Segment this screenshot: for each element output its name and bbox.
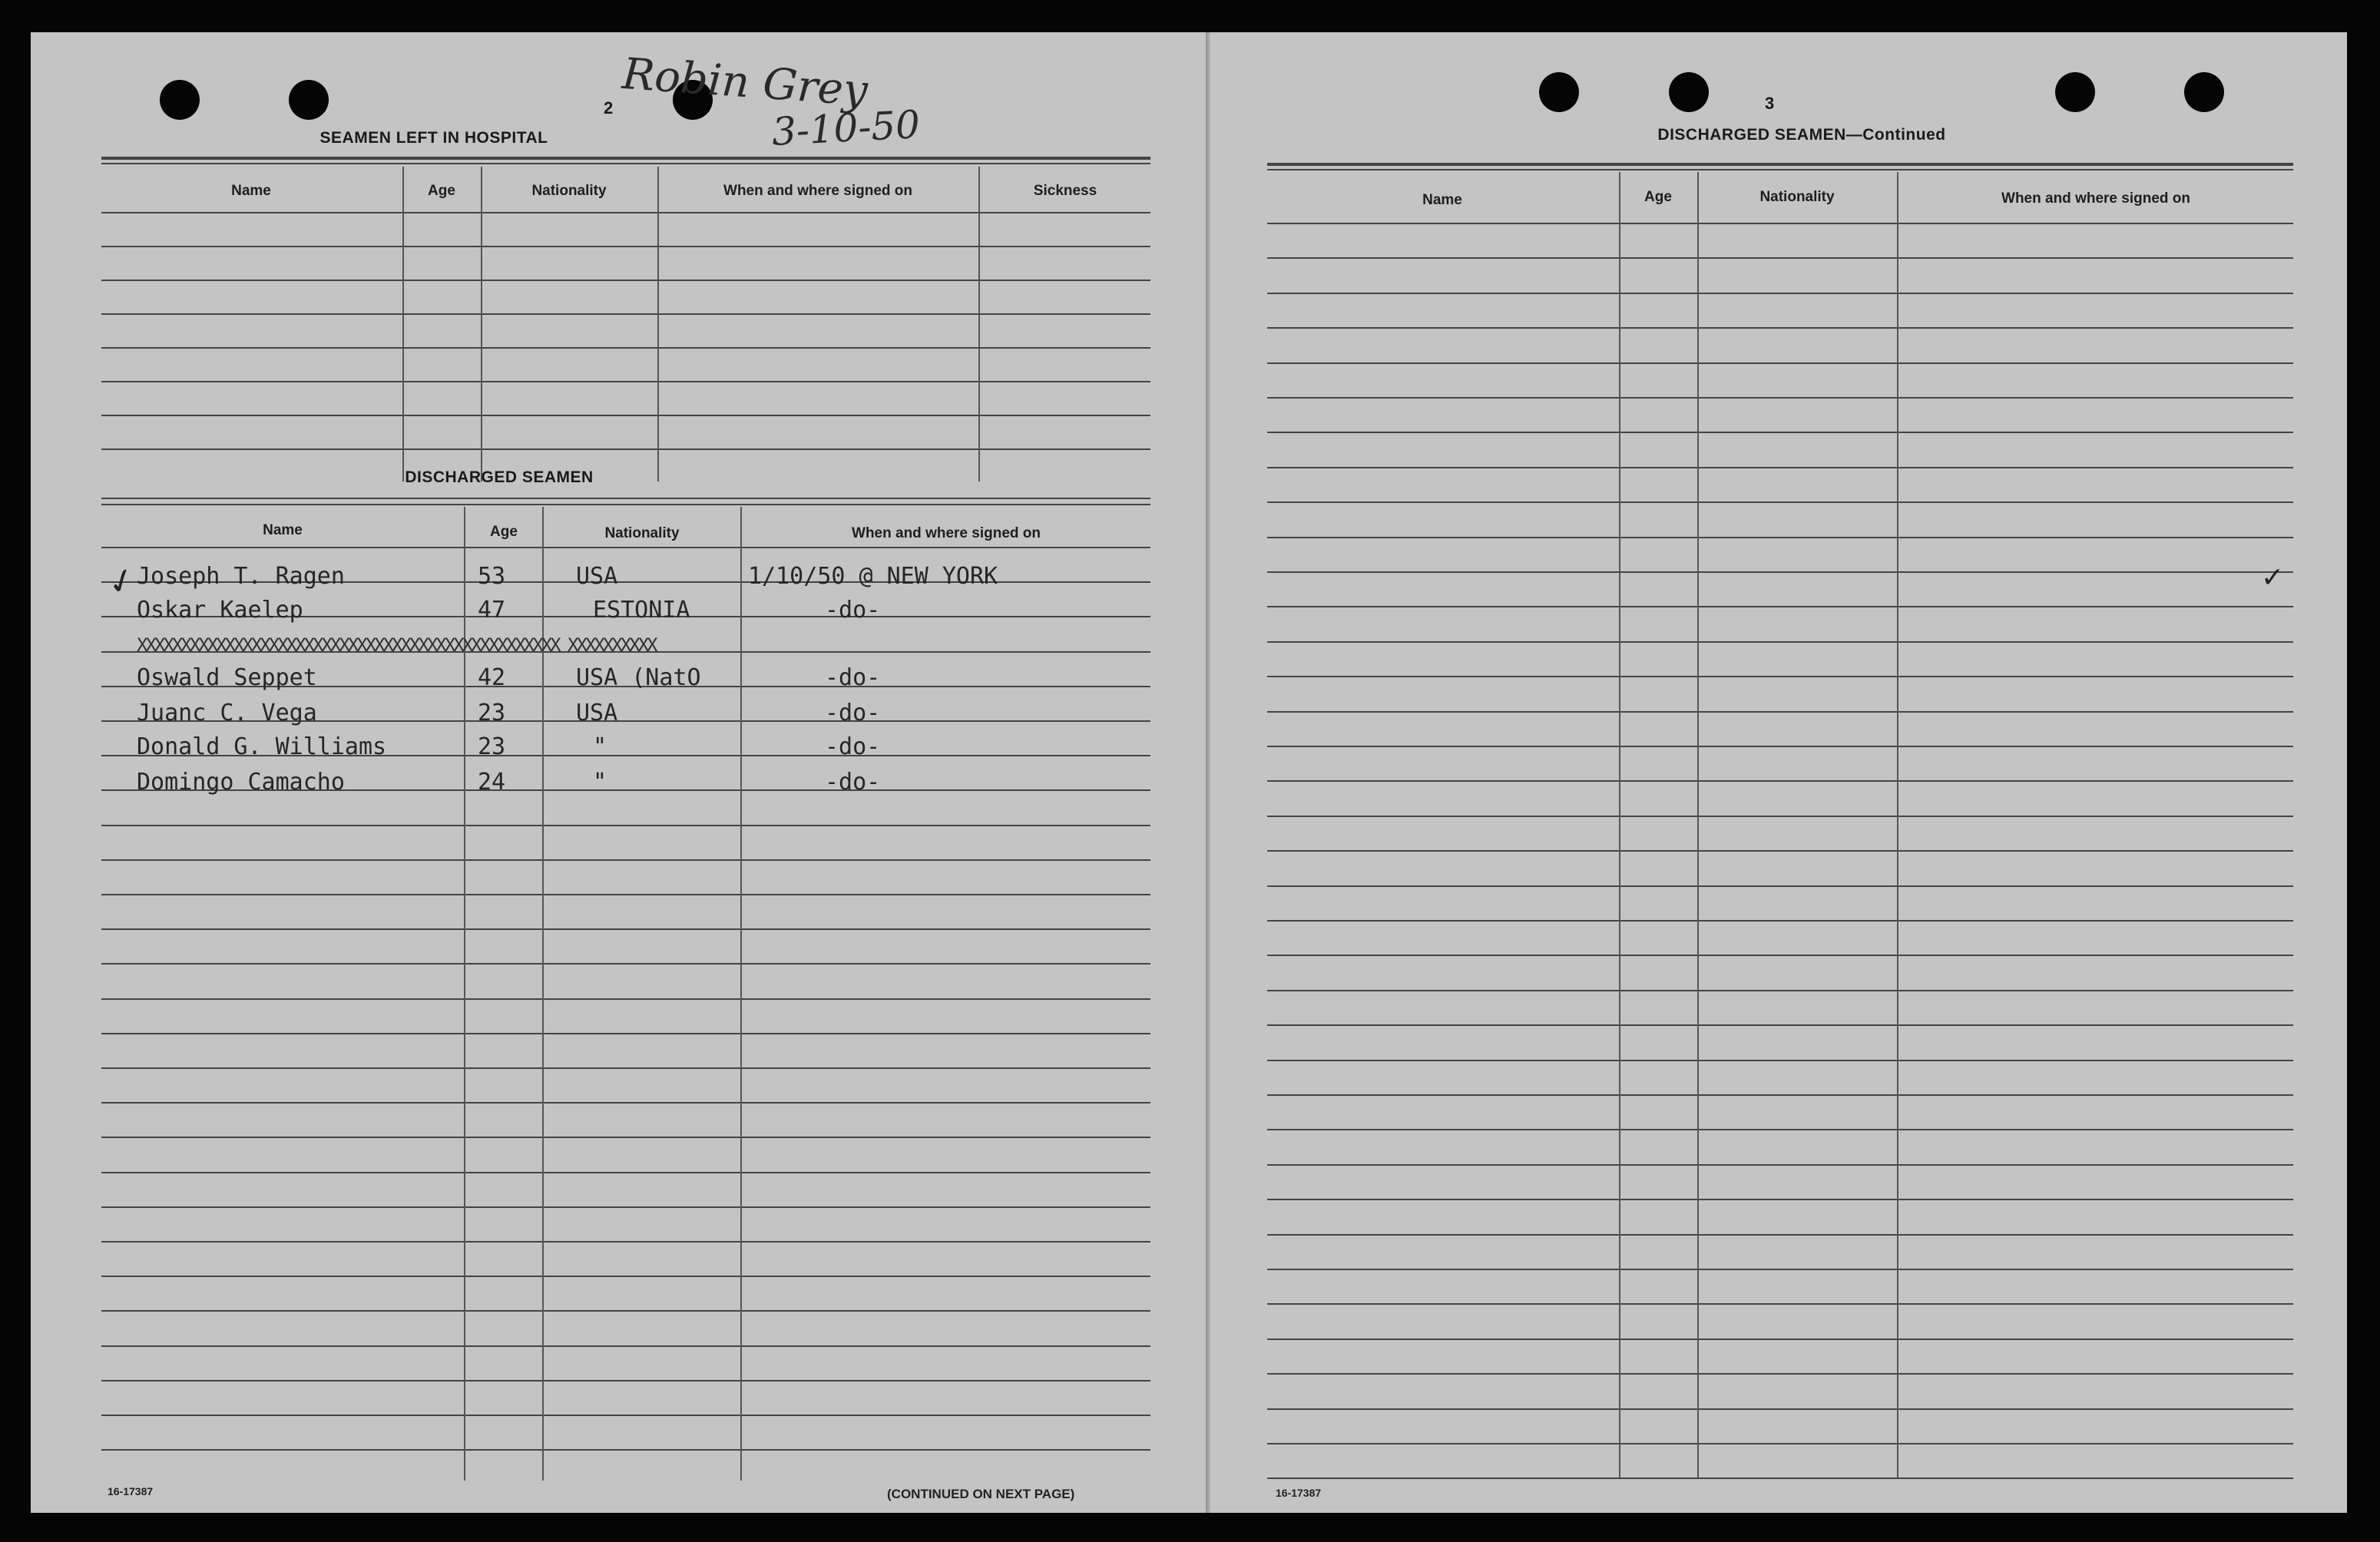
hospital-col-name: Name [231,183,271,199]
discharged-col-name: Name [263,522,303,538]
ruled-line [101,1172,1150,1173]
discharged-col-nationality: Nationality [604,525,680,541]
page-number: 2 [604,98,614,117]
ruled-line [101,1345,1150,1347]
struck-out-entry: XXXXXXXXXXXXXXXXXXXXXXXXXXXXXXXXXXXXXXXXXXXXXXXX XXXXXXXXXX [137,634,656,656]
ruled-line [1267,1408,2293,1410]
ruled-line [1267,1477,2293,1479]
ruled-line [1267,1234,2293,1236]
ruled-line [1267,955,2293,956]
ruled-line [1267,1338,2293,1340]
ruled-line [1267,1024,2293,1026]
discharged-entry-nationality: USA [576,563,618,590]
continued-col-signed-on: When and where signed on [2001,190,2190,207]
ruled-line [101,1415,1150,1416]
hospital-section-title: SEAMEN LEFT IN HOSPITAL [319,129,548,147]
ruled-line [101,1310,1150,1312]
discharged-entry-age: 24 [478,769,506,796]
discharged-entry-name: Joseph T. Ragen [137,563,345,590]
discharged-entry-nationality: " [593,733,607,760]
ruled-line [101,1380,1150,1382]
discharged-entry-signed-on: -do- [825,664,881,691]
ruled-line [101,381,1150,382]
discharged-entry-age: 47 [478,597,506,624]
ruled-line [101,825,1150,826]
handwritten-name: Robin Grey [621,48,869,117]
ruled-line [1267,223,2293,224]
ruled-line [1267,467,2293,468]
discharged-entry-signed-on: 1/10/50 @ NEW YORK [748,563,998,590]
ruled-line [1267,990,2293,991]
left-page [31,32,1206,1513]
ruled-line [1267,1373,2293,1375]
ruled-line [1267,571,2293,573]
discharged-col-signed-on: When and where signed on [852,525,1041,541]
discharged-col-age: Age [490,524,518,540]
discharged-entry-signed-on: -do- [825,597,881,624]
continued-section-title: DISCHARGED SEAMEN—Continued [1657,126,1946,144]
form-code: 16-17387 [1276,1487,1322,1499]
discharged-entry-age: 23 [478,700,506,726]
discharged-entry-signed-on: -do- [825,769,881,796]
ruled-line [101,1067,1150,1069]
punch-hole-icon [2055,72,2095,112]
discharged-entry-nationality: USA (NatO [576,664,701,691]
discharged-entry-age: 23 [478,733,506,760]
ruled-line [1267,711,2293,713]
ruled-line [1267,1164,2293,1166]
punch-hole-icon [160,80,200,120]
ruled-line [101,1137,1150,1138]
continued-col-nationality: Nationality [1759,189,1835,205]
ruled-line [1267,1199,2293,1200]
ruled-line [1267,606,2293,607]
ruled-line [1267,327,2293,329]
ruled-line [1267,501,2293,503]
ruled-line [1267,362,2293,364]
right-page [1210,32,2347,1513]
discharged-entry-signed-on: -do- [825,733,881,760]
discharged-entry-nationality: USA [576,700,618,726]
ruled-line [101,347,1150,349]
ruled-line [1267,850,2293,852]
ruled-line [1267,1129,2293,1130]
ruled-line [101,894,1150,895]
punch-hole-icon [1669,72,1709,112]
ruled-line [1267,257,2293,259]
ruled-line [101,1276,1150,1277]
ruled-line [101,280,1150,281]
ruled-line [1267,1094,2293,1096]
ruled-line [1267,920,2293,922]
ruled-line [1267,885,2293,887]
ruled-line [101,547,1150,548]
ruled-line [101,313,1150,315]
ruled-line [1267,1269,2293,1270]
ruled-line [1267,293,2293,294]
hospital-col-nationality: Nationality [531,183,607,199]
ruled-line [101,246,1150,247]
ruled-line [1267,432,2293,433]
ruled-line [101,859,1150,861]
check-mark-icon: ✓ [2261,562,2285,594]
ruled-line [1267,1060,2293,1061]
page-number: 3 [1765,94,1775,113]
continued-note: (CONTINUED ON NEXT PAGE) [887,1487,1075,1501]
continued-col-age: Age [1644,189,1672,205]
punch-hole-icon [289,80,329,120]
discharged-entry-name: Oswald Seppet [137,664,317,691]
discharged-entry-name: Domingo Camacho [137,769,345,796]
ruled-line [1267,816,2293,817]
ruled-line [101,448,1150,450]
punch-hole-icon [1539,72,1579,112]
ruled-line [1267,537,2293,538]
form-code: 16-17387 [108,1485,154,1497]
ruled-line [1267,397,2293,399]
ruled-line [101,212,1150,213]
discharged-entry-name: Juanc C. Vega [137,700,317,726]
check-mark-icon: ✓ [101,558,142,605]
ruled-line [1267,641,2293,643]
discharged-section-title: DISCHARGED SEAMEN [405,468,594,486]
ruled-line [101,1033,1150,1034]
discharged-entry-name: Oskar Kaelep [137,597,303,624]
discharged-entry-signed-on: -do- [825,700,881,726]
ruled-line [1267,780,2293,782]
ruled-line [101,998,1150,1000]
discharged-entry-nationality: ESTONIA [593,597,690,624]
discharged-entry-nationality: " [593,769,607,796]
hospital-col-sickness: Sickness [1033,183,1097,199]
ruled-line [1267,746,2293,747]
discharged-entry-age: 42 [478,664,506,691]
ruled-line [1267,1303,2293,1305]
ruled-line [101,1102,1150,1104]
discharged-entry-age: 53 [478,563,506,590]
ruled-line [101,928,1150,930]
hospital-col-age: Age [428,183,455,199]
ruled-line [101,415,1150,416]
ruled-line [101,1449,1150,1451]
hospital-col-signed-on: When and where signed on [723,183,912,199]
continued-col-name: Name [1422,192,1462,208]
ruled-line [101,1241,1150,1243]
discharged-entry-name: Donald G. Williams [137,733,387,760]
handwritten-date: 3-10-50 [770,101,922,155]
ruled-line [1267,676,2293,677]
ruled-line [101,963,1150,965]
ruled-line [101,1206,1150,1208]
punch-hole-icon [2184,72,2224,112]
ruled-line [1267,1443,2293,1444]
